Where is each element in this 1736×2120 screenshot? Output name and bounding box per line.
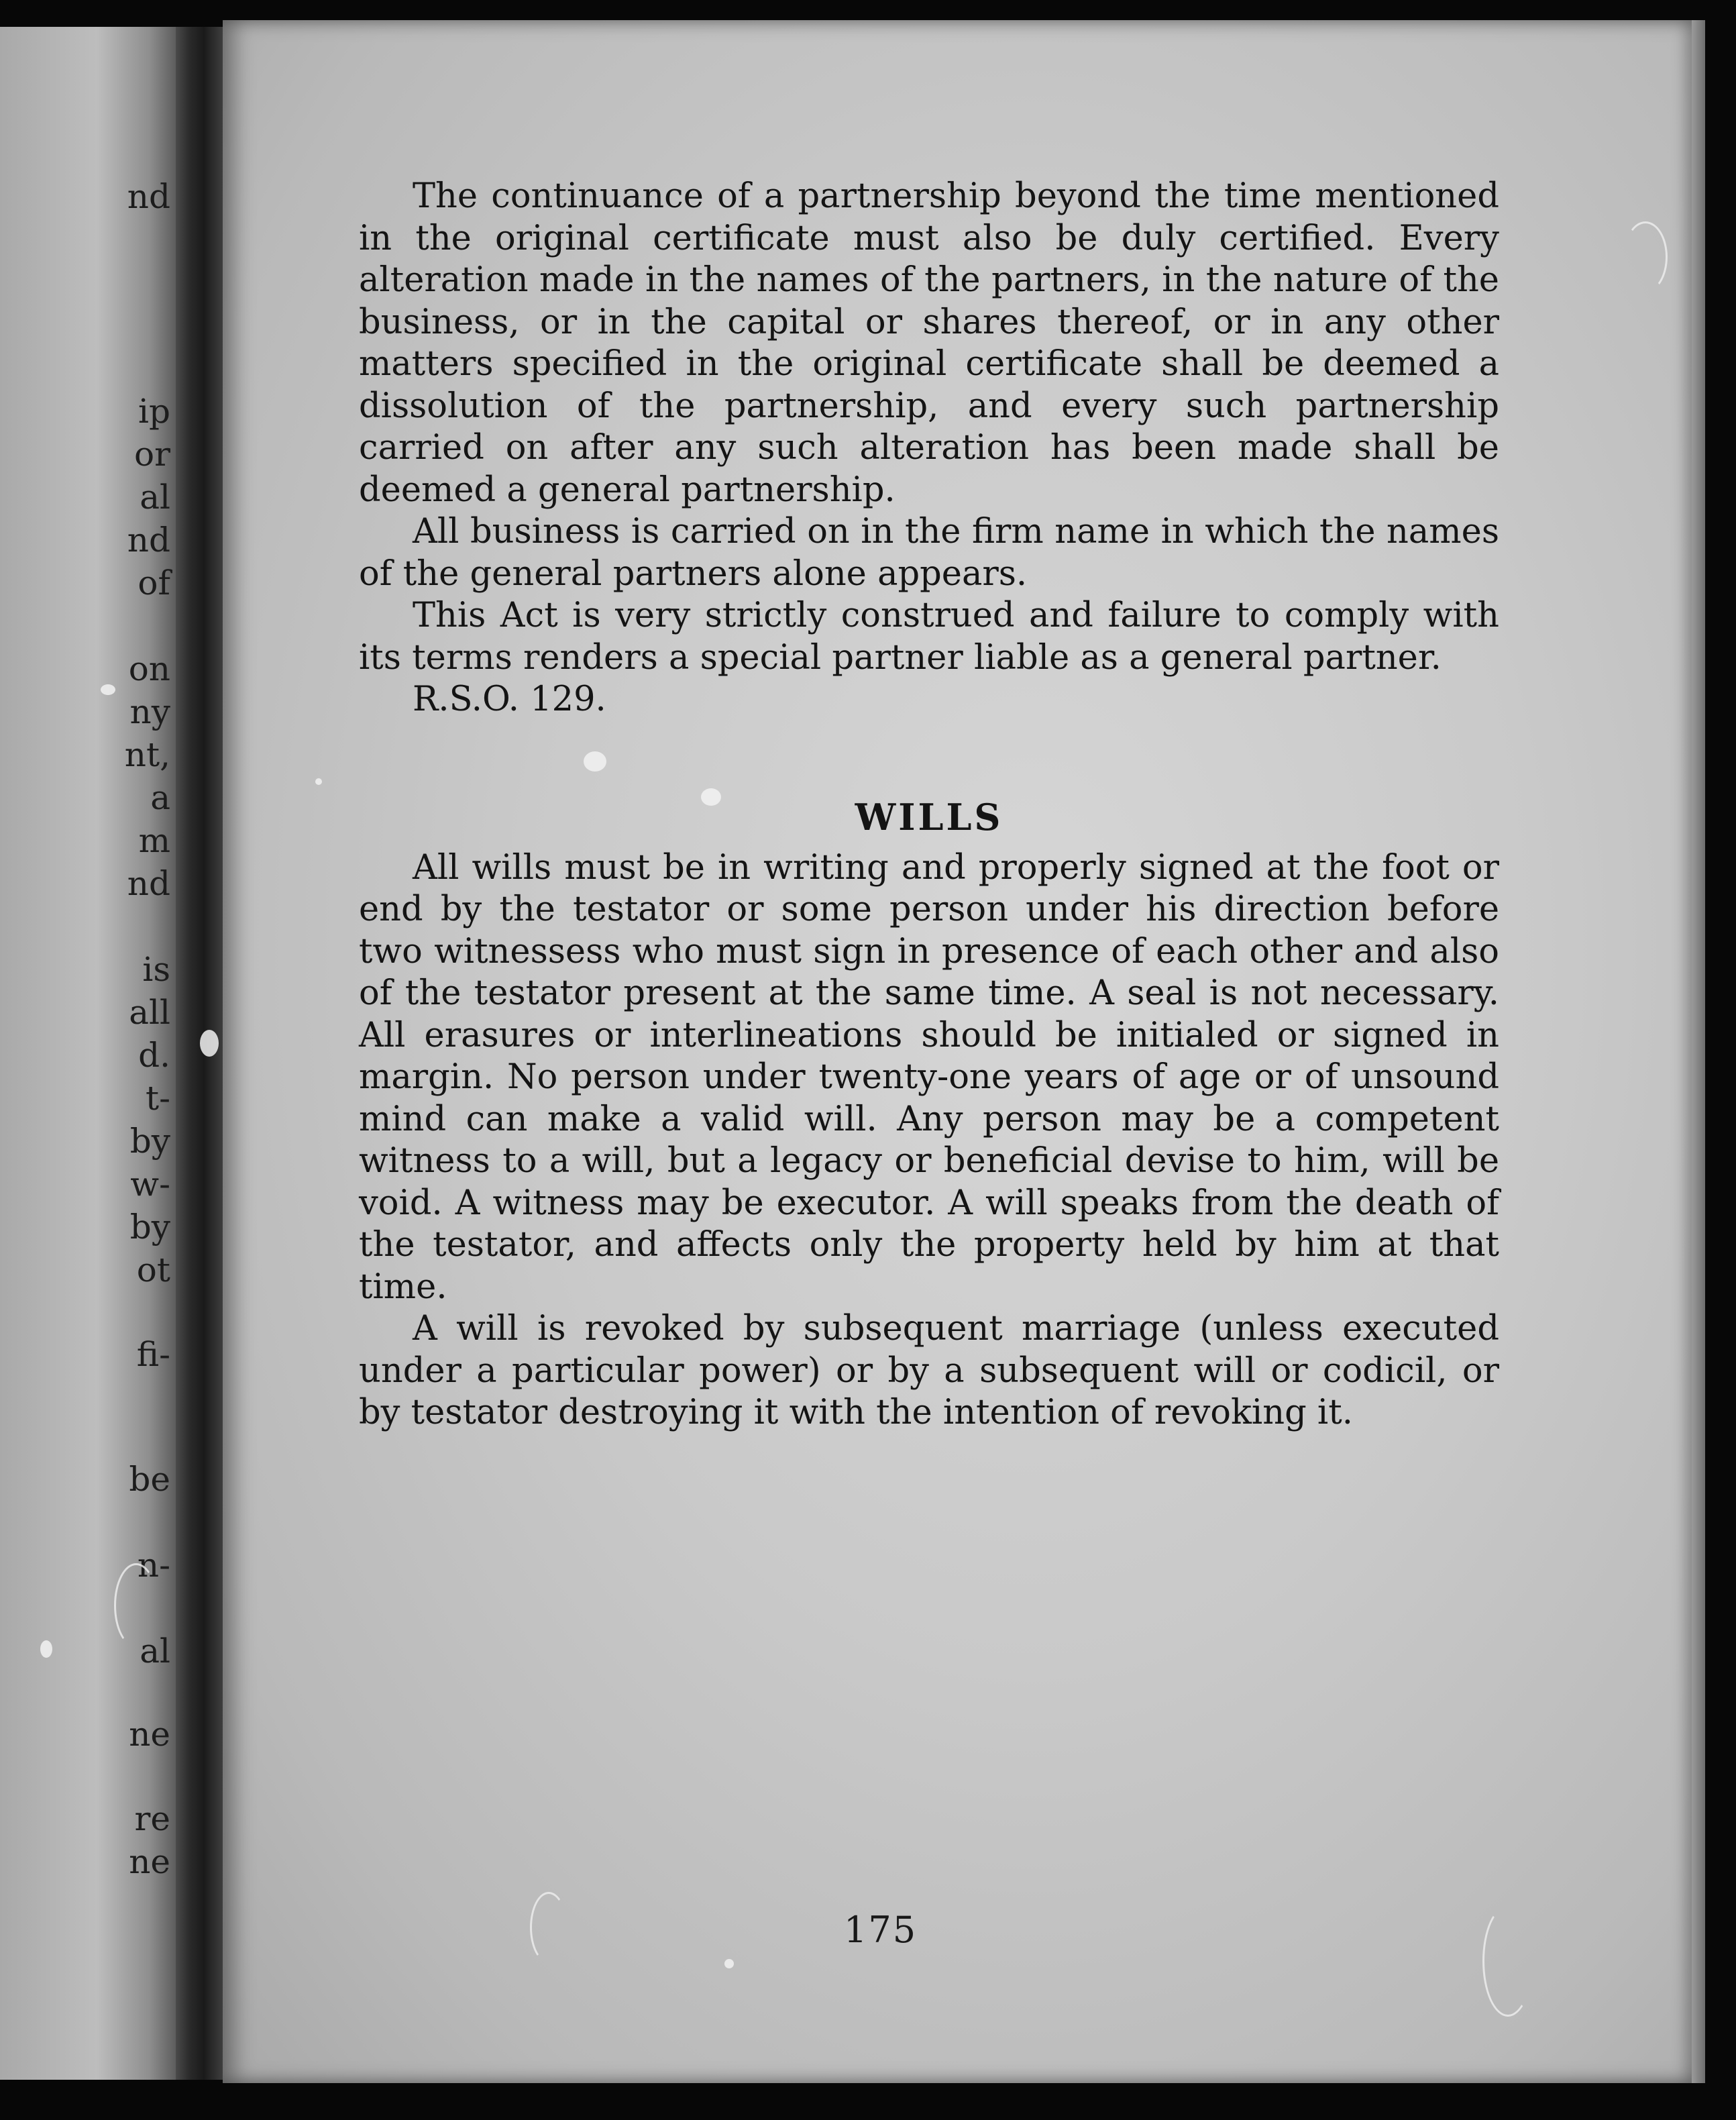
firm-name-paragraph: All business is carried on in the firm name in which the names of the general partners alone appears. <box>359 512 1499 594</box>
previous-page-edge <box>0 27 176 2080</box>
dust-speck <box>315 778 322 785</box>
wills-requirements-paragraph: All wills must be in writing and properly signed at the foot or end by the testator or some person under his direction before two witnessess who must sign in presence of each other and also of the testator present at the same time. A seal is not necessary. All erasures or interlineations should be initialed or signed in margin. No person under twenty-one years of age or of unsound mind can make a valid will. Any person may be a competent witness to a will, but a legacy or beneficial devise to him, will be void. A witness may be executor. A will speaks from the death of the testator, and affects only the property held by him at that time. <box>359 847 1499 1307</box>
left-page-fragment: ot <box>136 1251 170 1289</box>
left-page-fragment: ip <box>138 392 170 431</box>
left-page-fragment: t- <box>146 1079 170 1118</box>
left-page-fragment: ne <box>129 1715 170 1754</box>
left-page-fragment: all <box>129 993 170 1032</box>
will-revocation-paragraph: A will is revoked by subsequent marriage (unless executed under a particular power) or by a subsequent will or codicil, or by testator destroying it with the intention of revoking it. <box>359 1309 1499 1432</box>
left-page-fragment: nd <box>127 521 170 560</box>
partnership-continuance-paragraph: The continuance of a partnership beyond the time mentioned in the original certificate must also be duly certified. Every alteration made in the names of the partners, in the nature of the business, or in the capital or shares thereof, or in any other matters specified in the original certificate shall be deemed a dissolution of the partnership, and every such partnership carried on after any such alteration has been made shall be deemed a general partnership. <box>359 176 1499 510</box>
statute-citation: R.S.O. 129. <box>413 680 606 719</box>
left-page-fragment: nd <box>127 177 170 216</box>
section-heading-wills: WILLS <box>855 795 1003 839</box>
left-page-fragment: m <box>138 821 170 860</box>
scratch-mark <box>1482 1905 1533 2017</box>
page-edge-shadow <box>1692 20 1705 2083</box>
left-page-fragment: ny <box>129 692 170 731</box>
left-page-fragment: al <box>140 478 170 517</box>
left-page-fragment: nd <box>127 864 170 903</box>
left-page-fragment: w- <box>130 1165 170 1204</box>
left-page-fragment: by <box>129 1122 170 1161</box>
dust-speck <box>40 1640 52 1658</box>
scratch-mark <box>530 1892 567 1963</box>
page-number: 175 <box>844 1909 918 1951</box>
dust-speck <box>200 1030 219 1057</box>
left-page-fragment: re <box>134 1799 170 1838</box>
left-page-fragment: d. <box>138 1036 170 1075</box>
left-page-fragment: n- <box>137 1546 170 1585</box>
left-page-fragment: nt, <box>124 735 170 774</box>
book-gutter <box>176 27 223 2080</box>
act-construction-paragraph: This Act is very strictly construed and failure to comply with its terms renders a special partner liable as a general partner. <box>359 596 1499 678</box>
scratch-mark <box>114 1563 158 1648</box>
left-page-fragment: or <box>133 435 170 474</box>
dust-speck <box>584 751 606 772</box>
left-page-fragment: of <box>138 564 170 602</box>
dust-speck <box>724 1959 734 1968</box>
left-page-fragment: be <box>129 1460 170 1499</box>
scratch-mark <box>1623 221 1668 293</box>
left-page-fragment: al <box>140 1632 170 1671</box>
left-page-fragment: by <box>129 1208 170 1247</box>
page-text <box>359 176 1499 1434</box>
left-page-fragment: ne <box>129 1842 170 1881</box>
left-page-fragment: on <box>128 649 170 688</box>
left-page-fragment: a <box>150 778 170 817</box>
dust-speck <box>101 684 115 695</box>
left-page-fragment: is <box>142 950 170 989</box>
left-page-fragment: fi- <box>136 1335 170 1374</box>
dust-speck <box>701 788 721 806</box>
